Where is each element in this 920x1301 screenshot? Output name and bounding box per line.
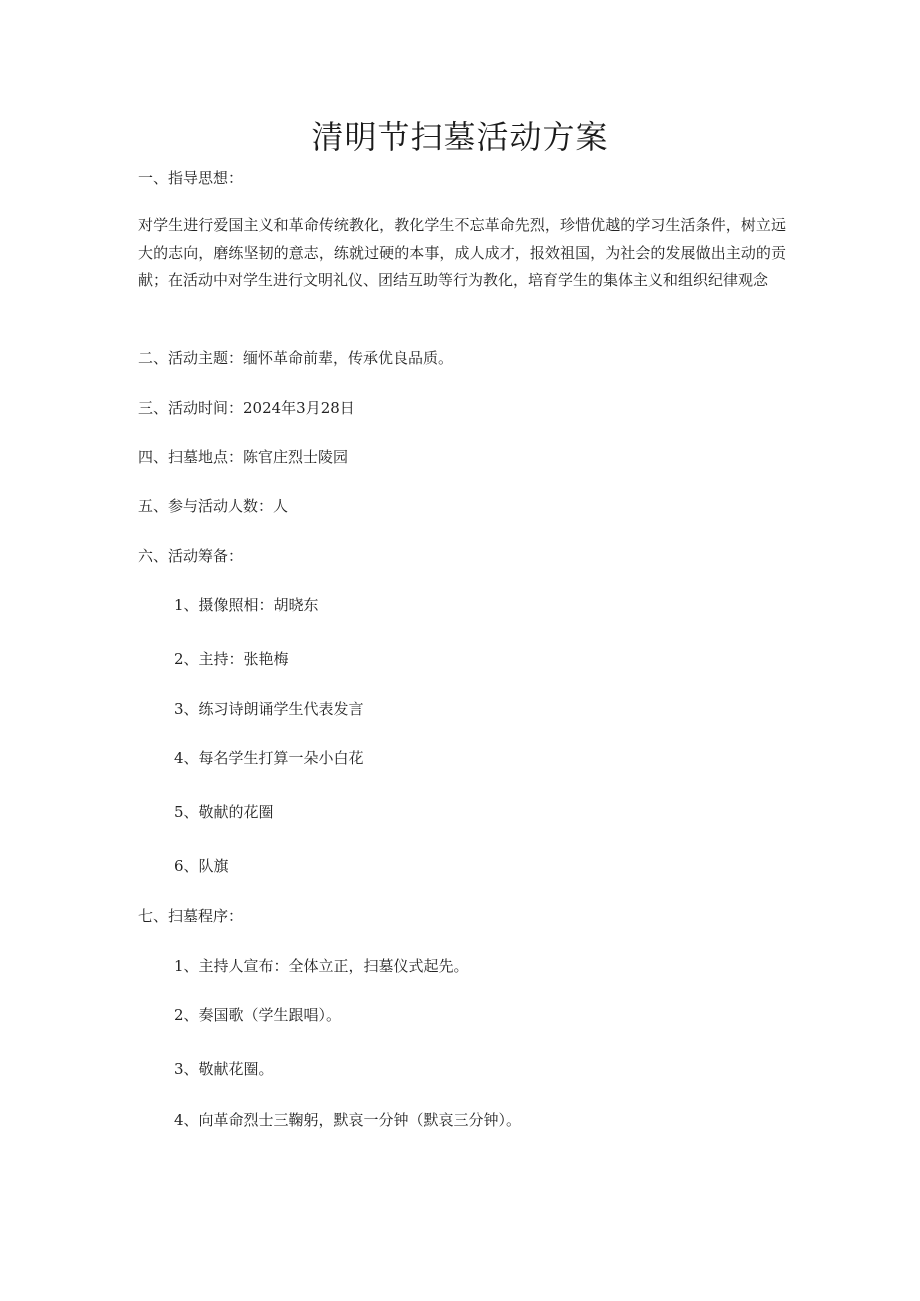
section-time: 三、活动时间：2024年3月28日 xyxy=(138,399,355,417)
guiding-paragraph: 对学生进行爱国主义和革命传统教化，教化学生不忘革命先烈，珍惜优越的学习生活条件，树立远大的志向，磨练坚韧的意志，练就过硬的本事，成人成才，报效祖国，为社会的发展做出主动的贡献；在活动中对学生进行文明礼仪、团结互助等行为教化，培育学生的集体主义和组织纪律观念 xyxy=(138,216,786,289)
section-location: 四、扫墓地点：陈官庄烈士陵园 xyxy=(138,448,349,466)
prep-item: 3、练习诗朗诵学生代表发言 xyxy=(174,700,364,718)
section-participants: 五、参与活动人数：人 xyxy=(138,497,289,515)
section-proc-heading: 七、扫墓程序： xyxy=(138,907,244,925)
section-guiding-heading: 一、指导思想： xyxy=(138,169,244,187)
document-title: 清明节扫墓活动方案 xyxy=(311,118,609,156)
section-prep-heading: 六、活动筹备： xyxy=(138,547,244,565)
proc-item: 1、主持人宣布：全体立正，扫墓仪式起先。 xyxy=(174,957,469,975)
prep-item: 1、摄像照相：胡晓东 xyxy=(174,596,319,614)
proc-item: 2、奏国歌（学生跟唱）。 xyxy=(174,1006,342,1024)
prep-item: 5、敬献的花圈 xyxy=(174,803,274,821)
proc-item: 4、向革命烈士三鞠躬，默哀一分钟（默哀三分钟）。 xyxy=(174,1111,522,1129)
prep-item: 2、主持：张艳梅 xyxy=(174,650,289,668)
prep-item: 4、每名学生打算一朵小白花 xyxy=(174,749,364,767)
section-theme: 二、活动主题：缅怀革命前辈，传承优良品质。 xyxy=(138,349,454,367)
prep-item: 6、队旗 xyxy=(174,857,229,875)
proc-item: 3、敬献花圈。 xyxy=(174,1060,274,1078)
